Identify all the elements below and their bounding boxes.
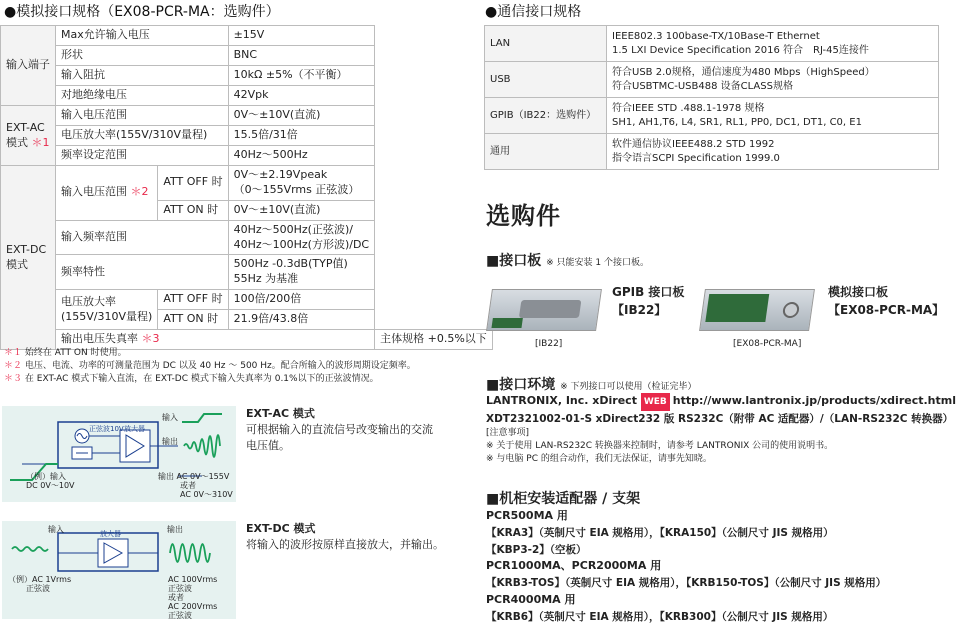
row-value: 10kΩ ±5%（不平衡） bbox=[228, 66, 375, 86]
osc-label: 正弦波10V bbox=[89, 425, 124, 433]
char-value: 500Hz -0.3dB(TYP值) 55Hz 为基准 bbox=[228, 255, 375, 290]
comm-value: 符合USB 2.0规格，通信速度为480 Mbps（HighSpeed） 符合USBTMC-USB488 设备CLASS规格 bbox=[607, 62, 939, 98]
analog-board-image bbox=[699, 289, 815, 331]
row-value: 40Hz～500Hz bbox=[228, 146, 375, 166]
gpib-caption: [IB22] bbox=[535, 339, 563, 349]
footnote: ＊３ 在 EXT-AC 模式下输入直流，在 EXT-DC 模式下输入失真率为 0.1%以下的正弦波情况。 bbox=[4, 374, 379, 384]
rack-list bbox=[486, 508, 886, 626]
row-value: 15.5倍/31倍 bbox=[228, 126, 375, 146]
distortion-label: 输出电压失真率 ＊3 bbox=[56, 330, 375, 350]
gpib-board-image bbox=[486, 289, 602, 331]
char-label: 频率特性 bbox=[56, 255, 229, 290]
group-ext-ac: EXT-AC 模式 ＊1 bbox=[1, 106, 56, 166]
rack-item: 【KRB6】（英制尺寸 EIA 规格用），【KRB300】（公制尺寸 JIS 规格用） bbox=[486, 610, 834, 623]
ext-dc-title: EXT-DC 模式 bbox=[246, 522, 316, 535]
freq-value: 40Hz～500Hz(正弦波)/ 40Hz～100Hz(方形波)/DC bbox=[228, 220, 375, 255]
row-label: Max允许输入电压 bbox=[56, 26, 229, 46]
rack-item: 【KRB3-TOS】（英制尺寸 EIA 规格用），【KRB150-TOS】（公制尺寸 JIS 规格用） bbox=[486, 577, 887, 590]
gain-on-value: 21.9倍/43.8倍 bbox=[228, 310, 375, 330]
ac-example-input: （例）输入 DC 0V～10V bbox=[26, 472, 75, 490]
ext-dc-diagram bbox=[2, 521, 236, 619]
web-badge: WEB bbox=[641, 393, 670, 411]
in-label: 输入 bbox=[48, 525, 64, 534]
amp-label: 放大器 bbox=[100, 530, 121, 538]
comm-value: IEEE802.3 100base-TX/10Base-T Ethernet 1.5 LXI Device Specification 2016 符合 RJ-45连接件 bbox=[607, 26, 939, 62]
dc-example-input: （例）AC 1Vrms 正弦波 bbox=[8, 575, 72, 593]
interface-board-heading: ■接口板 ※ 只能安装 1 个接口板。 bbox=[486, 253, 649, 269]
rack-model: PCR500MA 用 bbox=[486, 509, 568, 522]
rack-item: 【KBP3-2】（空板） bbox=[486, 543, 587, 556]
out-label: 输出 bbox=[162, 437, 178, 446]
vin-on-value: 0V～±10V(直流) bbox=[228, 200, 375, 220]
rack-heading: ■机柜安装适配器 / 支架 bbox=[486, 491, 641, 507]
lantronix-url[interactable]: http://www.lantronix.jp/products/xdirect.html bbox=[672, 394, 956, 407]
comm-label: USB bbox=[485, 62, 607, 98]
ext-dc-description: EXT-DC 模式 将输入的波形按原样直接放大，并输出。 bbox=[246, 522, 444, 551]
row-label: 输入阻抗 bbox=[56, 66, 229, 86]
ext-ac-title: EXT-AC 模式 bbox=[246, 407, 315, 420]
row-label: 对地绝缘电压 bbox=[56, 86, 229, 106]
in-label: 输入 bbox=[162, 413, 178, 422]
group-input-terminal: 输入端子 bbox=[1, 26, 56, 106]
amp-label: 放大器 bbox=[124, 425, 145, 433]
row-value: 42Vpk bbox=[228, 86, 375, 106]
xdt-line: XDT2321002-01-S xDirect232 版 RS232C（附带 AC 适配器）/（LAN-RS232C 转换器） bbox=[486, 413, 954, 425]
ext-ac-description: EXT-AC 模式 可根据输入的直流信号改变输出的交流 电压值。 bbox=[246, 407, 433, 452]
comm-label: LAN bbox=[485, 26, 607, 62]
out-label: 输出 bbox=[167, 525, 183, 534]
dc-example-output: AC 100Vrms 正弦波 或者 AC 200Vrms 正弦波 bbox=[168, 575, 218, 620]
att-on-label: ATT ON 时 bbox=[158, 200, 228, 220]
row-label: 电压放大率(155V/310V量程) bbox=[56, 126, 229, 146]
row-value: ±15V bbox=[228, 26, 375, 46]
analog-spec-table bbox=[0, 25, 487, 350]
group-ext-dc: EXT-DC 模式 bbox=[1, 166, 56, 350]
freq-label: 输入频率范围 bbox=[56, 220, 229, 255]
footnotes bbox=[4, 347, 416, 386]
attention-notes: [注意事项] ※ 关于使用 LAN-RS232C 转换器来控制时，请参考 LANTRONIX 公司的使用说明书。 ※ 与电脑 PC 的组合动作，我们无法保证，请事先知晓。 bbox=[486, 428, 834, 464]
analog-board-name: 模拟接口板 【EX08-PCR-MA】 bbox=[828, 285, 945, 317]
gain-label: 电压放大率 (155V/310V量程) bbox=[56, 290, 158, 330]
att-on-label: ATT ON 时 bbox=[158, 310, 228, 330]
ac-example-output: 输出 AC 0V～155V 或者 AC 0V～310V bbox=[158, 472, 233, 499]
comm-value: 软件通信协议IEEE488.2 STD 1992 指令语言SCPI Specification 1999.0 bbox=[607, 134, 939, 170]
options-title: 选购件 bbox=[486, 202, 561, 230]
row-label: 频率设定范围 bbox=[56, 146, 229, 166]
rack-model: PCR1000MA、PCR2000MA 用 bbox=[486, 559, 662, 573]
row-value: BNC bbox=[228, 46, 375, 66]
interface-env-heading: ■接口环境 ※ 下列接口可以使用（检证完毕） bbox=[486, 377, 697, 393]
comm-value: 符合IEEE STD .488.1-1978 规格 SH1, AH1,T6, L4, SR1, RL1, PP0, DC1, DT1, C0, E1 bbox=[607, 98, 939, 134]
rack-model: PCR4000MA 用 bbox=[486, 592, 576, 606]
footnote: ＊２ 电压、电流、功率的可测量范围为 DC 以及 40 Hz ～ 500 Hz。配合所输入的波形周期设定频率。 bbox=[4, 361, 416, 371]
rack-item: 【KRA3】（英制尺寸 EIA 规格用），【KRA150】（公制尺寸 JIS 规格用） bbox=[486, 526, 834, 539]
distortion-value: 主体规格 +0.5%以下 bbox=[375, 330, 493, 350]
row-value: 0V～±10V(直流) bbox=[228, 106, 375, 126]
att-off-label: ATT OFF 时 bbox=[158, 166, 228, 201]
att-off-label: ATT OFF 时 bbox=[158, 290, 228, 310]
comm-spec-title: ●通信接口规格 bbox=[485, 4, 582, 20]
row-label: 输入电压范围 bbox=[56, 106, 229, 126]
analog-caption: [EX08-PCR-MA] bbox=[733, 339, 802, 349]
ext-ac-diagram bbox=[2, 406, 236, 502]
analog-spec-title: ●模拟接口规格（EX08-PCR-MA：选购件） bbox=[4, 4, 280, 20]
lantronix-line: LANTRONIX, Inc. xDirect WEB http://www.lantronix.jp/products/xdirect.html bbox=[486, 392, 956, 411]
comm-label: GPIB（IB22：选购件） bbox=[485, 98, 607, 134]
gpib-board-name: GPIB 接口板 【IB22】 bbox=[612, 285, 685, 317]
vin-off-value: 0V～±2.19Vpeak （0～155Vrms 正弦波） bbox=[228, 166, 375, 201]
gain-off-value: 100倍/200倍 bbox=[228, 290, 375, 310]
vin-label: 输入电压范围 ＊2 bbox=[56, 166, 158, 221]
comm-spec-table bbox=[484, 25, 939, 170]
comm-label: 通用 bbox=[485, 134, 607, 170]
footnote: ＊１ 始终在 ATT ON 时使用。 bbox=[4, 348, 127, 358]
row-label: 形状 bbox=[56, 46, 229, 66]
